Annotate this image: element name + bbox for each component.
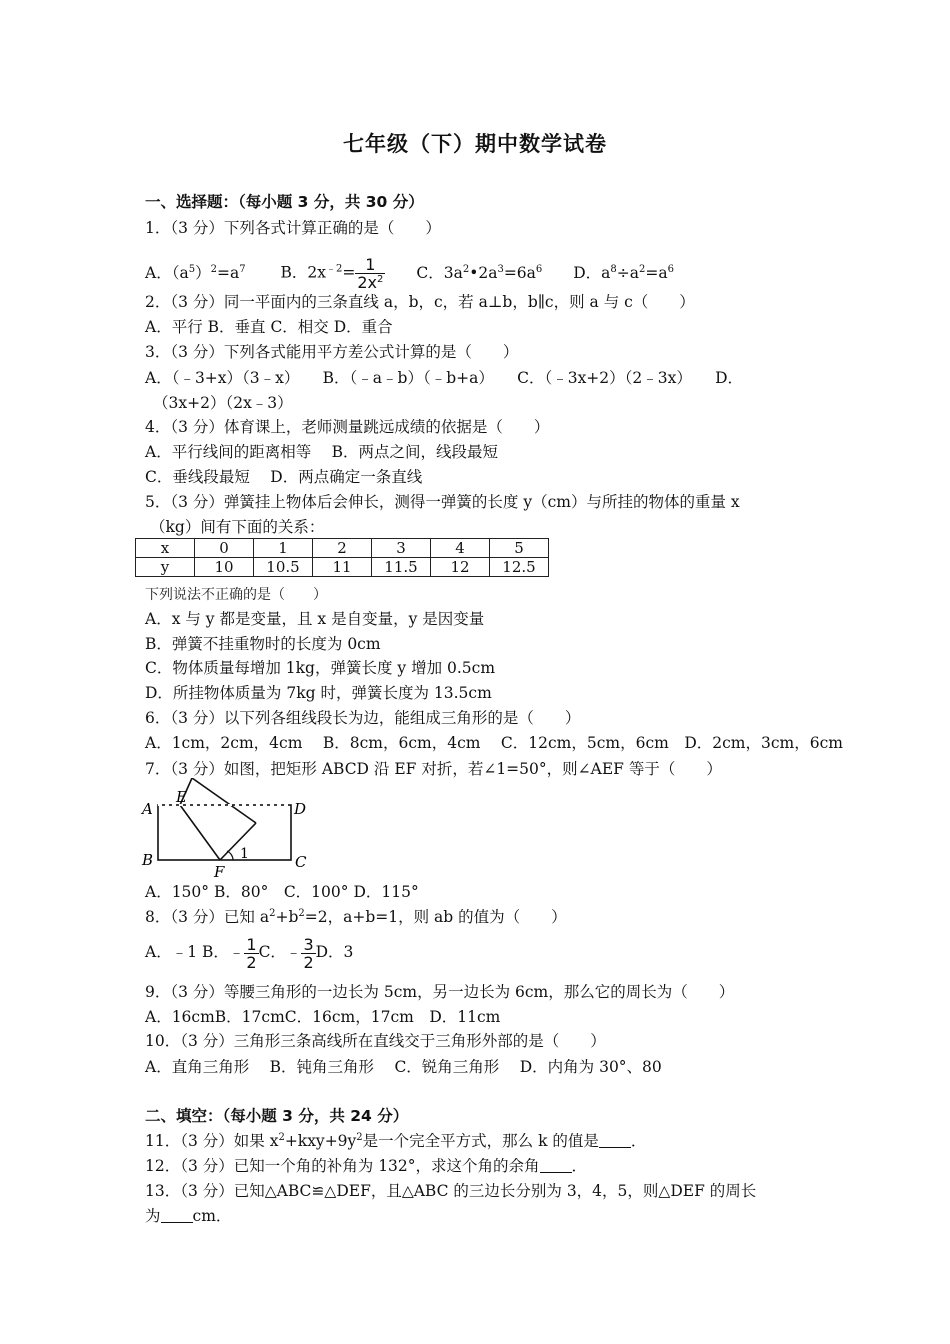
question-11: 11．（3 分）如果 $x^2+kxy+9y^2$是一个完全平方式，那么 k 的值是 ． (145, 1132, 647, 1150)
section-heading-choice: 一、选择题：（每小题 3 分，共 30 分） (145, 193, 424, 211)
spring-data-table (135, 538, 549, 577)
option-b: B．$2x^{﹣2}=$ $\frac{1}{2x^2}$ (280, 255, 384, 292)
fraction-b: $\frac{1}{2}$ (246, 934, 257, 972)
rectangle-fold-figure (138, 778, 318, 878)
question-5-option-b: B．弹簧不挂重物时的长度为 0cm (145, 635, 381, 653)
table-cell: 10.5 (254, 558, 313, 577)
question-2-options: A．平行 B．垂直 C．相交 D．重合 (145, 318, 393, 336)
question-5-stem: 5．（3 分）弹簧挂上物体后会伸长，测得一弹簧的长度 y（cm）与所挂的物体的重量 x (145, 493, 740, 511)
rectangle-abcd (158, 805, 291, 860)
label-angle-1: 1 (240, 846, 249, 862)
question-2-stem: 2．（3 分）同一平面内的三条直线 a，b，c，若 a⊥b，b∥c，则 a 与 c（ ） (145, 293, 695, 311)
question-8-options: A．﹣1 B．﹣ $\frac{1}{2}$ C．﹣ $\frac{3}{2}$ D．3 (145, 934, 354, 972)
fold-edge (192, 778, 256, 823)
option-a: A．$(a^5)^2=a^7$ (145, 263, 246, 282)
table-cell: 4 (431, 539, 490, 558)
answer-blank[interactable] (161, 1208, 193, 1223)
question-1-stem: 1．（3 分）下列各式计算正确的是（ ） (145, 219, 441, 237)
question-6-options: A．1cm，2cm，4cm B．8cm，6cm，4cm C．12cm，5cm，6cm D．2cm，3cm，6cm (145, 734, 843, 752)
question-5-option-a: A．x 与 y 都是变量，且 x 是自变量，y 是因变量 (145, 610, 485, 628)
label-e: E (176, 788, 187, 806)
question-4-stem: 4．（3 分）体育课上，老师测量跳远成绩的依据是（ ） (145, 418, 550, 436)
question-4-options-ab: A．平行线间的距离相等 B．两点之间，线段最短 (145, 443, 499, 461)
fold-line-ef (180, 805, 220, 860)
question-3-stem: 3．（3 分）下列各式能用平方差公式计算的是（ ） (145, 343, 519, 361)
table-cell: 12.5 (490, 558, 549, 577)
label-a: A (142, 800, 153, 818)
table-cell: 2 (313, 539, 372, 558)
page-title: 七年级（下）期中数学试卷 (343, 132, 607, 156)
label-f: F (214, 863, 225, 878)
question-3-options-cont: （3x+2）（2x﹣3） (153, 394, 293, 412)
question-5-option-d: D．所挂物体质量为 7kg 时，弹簧长度为 13.5cm (145, 684, 492, 702)
question-3-options: A．（﹣3+x）（3﹣x） B．（﹣a﹣b）（﹣b+a） C．（﹣3x+2）（2﹣3x） D． (145, 369, 744, 387)
question-12: 12．（3 分）已知一个角的补角为 132°，求这个角的余角 ． (145, 1157, 588, 1175)
answer-blank[interactable] (540, 1158, 572, 1173)
question-10-options: A．直角三角形 B．钝角三角形 C．锐角三角形 D．内角为 30°、80 (145, 1058, 662, 1076)
fraction: $\frac{1}{2x^2}$ (357, 255, 384, 292)
question-5-option-c: C．物体质量每增加 1kg，弹簧长度 y 增加 0.5cm (145, 659, 496, 677)
question-8-stem: 8．（3 分）已知 $a^2+b^2=2$，a+b=1，则 ab 的值为（ ） (145, 908, 567, 926)
table-cell: 1 (254, 539, 313, 558)
label-d: D (294, 800, 307, 818)
table-cell: 12 (431, 558, 490, 577)
label-b: B (142, 851, 154, 869)
answer-blank[interactable] (599, 1133, 631, 1148)
table-cell: 0 (195, 539, 254, 558)
question-10-stem: 10．（3 分）三角形三条高线所在直线交于三角形外部的是（ ） (145, 1032, 606, 1050)
table-cell: 11 (313, 558, 372, 577)
table-cell: 10 (195, 558, 254, 577)
table-cell: x (136, 539, 195, 558)
table-cell: 11.5 (372, 558, 431, 577)
question-1-options (145, 256, 674, 291)
fraction-c: $\frac{3}{2}$ (303, 934, 314, 972)
table-cell: 5 (490, 539, 549, 558)
question-7-stem: 7．（3 分）如图，把矩形 ABCD 沿 EF 对折，若∠1=50°，则∠AEF 等于（ ） (145, 760, 722, 778)
question-7-options: A．150° B．80° C．100° D．115° (145, 883, 419, 901)
table-row-x (136, 539, 549, 558)
question-5-stem-cont: （kg）间有下面的关系： (150, 518, 325, 536)
table-row-y (136, 558, 549, 577)
fold-edge (220, 823, 256, 860)
question-13-cont: 为 cm． (145, 1207, 232, 1225)
question-6-stem: 6．（3 分）以下列各组线段长为边，能组成三角形的是（ ） (145, 709, 581, 727)
table-cell: 3 (372, 539, 431, 558)
option-d: D．$a^8\div a^2=a^6$ (573, 263, 674, 282)
label-c: C (295, 853, 307, 871)
section-heading-fill: 二、填空：（每小题 3 分，共 24 分） (145, 1107, 409, 1125)
question-9-options: A．16cmB．17cmC．16cm，17cm D．11cm (145, 1008, 501, 1026)
table-cell: y (136, 558, 195, 577)
question-5-ask: 下列说法不正确的是（ ） (145, 587, 327, 603)
question-13: 13．（3 分）已知△ABC≌△DEF，且△ABC 的三边长分别为 3，4，5，则△DEF 的周长 (145, 1182, 757, 1200)
option-c: C．$3a^2•2a^3=6a^6$ (416, 263, 543, 282)
question-9-stem: 9．（3 分）等腰三角形的一边长为 5cm，另一边长为 6cm，那么它的周长为（ ） (145, 983, 735, 1001)
question-4-options-cd: C．垂线段最短 D．两点确定一条直线 (145, 468, 423, 486)
